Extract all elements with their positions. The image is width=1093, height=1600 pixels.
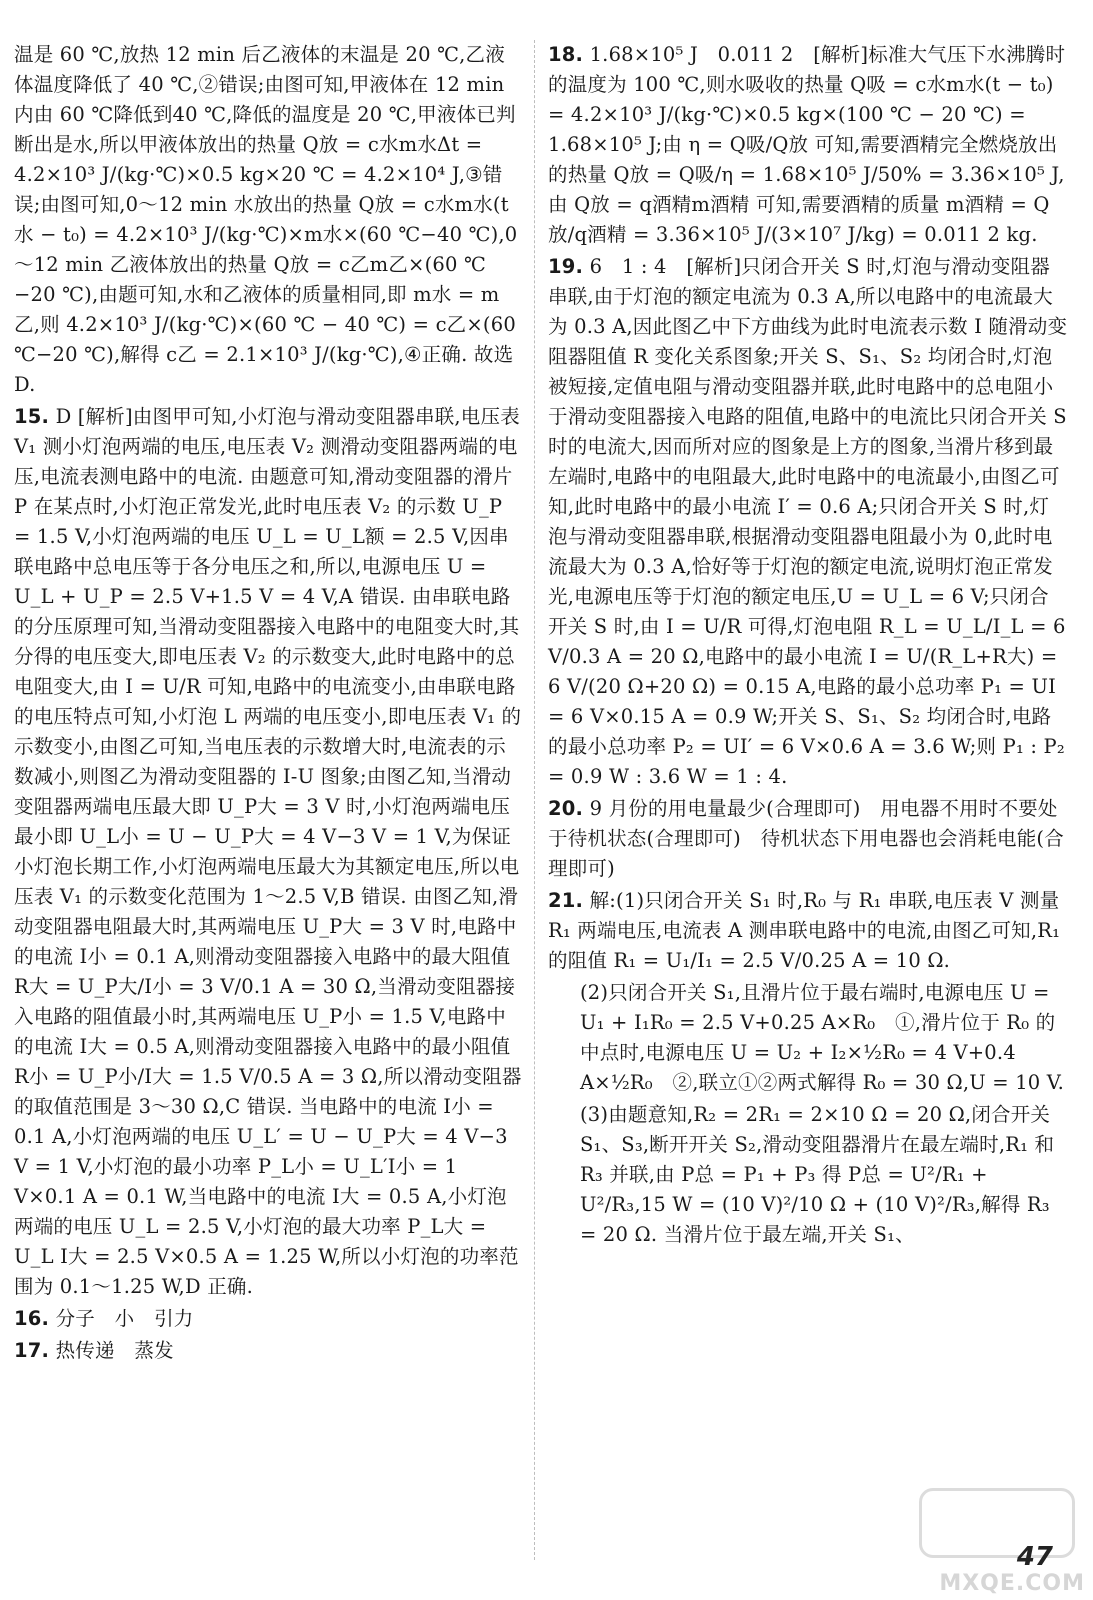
right-column	[548, 40, 1068, 1252]
column-divider	[534, 40, 536, 1560]
answer-q16	[14, 1304, 522, 1334]
answer-text: (3)由题意知,R₂ = 2R₁ = 2×10 Ω = 20 Ω,闭合开关 S₁、S₃,断开开关 S₂,滑动变阻器滑片在最左端时,R₁ 和 R₃ 并联,由 P总 = P₁ + P₃ 得 P总 = U²/R₁ + U²/R₃,15 W = (10 V)²/10 Ω + (10 V)²/R₃,解得 R₃ = 20 Ω. 当滑片位于最左端,开关 S₁、	[580, 1103, 1055, 1246]
answer-q20	[548, 794, 1068, 884]
watermark: MXQE.COM	[939, 1571, 1085, 1596]
answer-text: 分子 小 引力	[55, 1307, 194, 1330]
answer-q17	[14, 1336, 522, 1366]
answer-text: 1.68×10⁵ J 0.011 2 [解析]标准大气压下水沸腾时的温度为 100 ℃,则水吸收的热量 Q吸 = c水m水(t − t₀) = 4.2×10³ J/(kg·℃)×0.5 kg×(100 ℃ − 20 ℃) = 1.68×10⁵ J;由 η = Q吸/Q放 可知,需要酒精完全燃烧放出的热量 Q放 = Q吸/η = 1.68×10⁵ J/50% = 3.36×10⁵ J,由 Q放 = q酒精m酒精 可知,需要酒精的质量 m酒精 = Q放/q酒精 = 3.36×10⁵ J/(3×10⁷ J/kg) = 0.011 2 kg.	[548, 43, 1066, 246]
answer-text: 热传递 蒸发	[55, 1339, 174, 1362]
question-number: 17.	[14, 1339, 50, 1362]
answer-q21-part3	[548, 1100, 1068, 1250]
answer-text: 温是 60 ℃,放热 12 min 后乙液体的末温是 20 ℃,乙液体温度降低了 40 ℃,②错误;由图可知,甲液体在 12 min 内由 60 ℃降低到40 ℃,降低的温度是 20 ℃,甲液体已判断出是水,所以甲液体放出的热量 Q放 = c水m水Δt = 4.2×10³ J/(kg·℃)×0.5 kg×20 ℃ = 4.2×10⁴ J,③错误;由图可知,0～12 min 水放出的热量 Q放 = c水m水(t水 − t₀) = 4.2×10³ J/(kg·℃)×m水×(60 ℃−40 ℃),0～12 min 乙液体放出的热量 Q放 = c乙m乙×(60 ℃−20 ℃),由题可知,水和乙液体的质量相同,即 m水 = m乙,则 4.2×10³ J/(kg·℃)×(60 ℃ − 40 ℃) = c乙×(60 ℃−20 ℃),解得 c乙 = 2.1×10³ J/(kg·℃),④正确. 故选D.	[14, 43, 518, 396]
answer-q18	[548, 40, 1068, 250]
answer-text: 解:(1)只闭合开关 S₁ 时,R₀ 与 R₁ 串联,电压表 V 测量 R₁ 两端电压,电流表 A 测串联电路中的电流,由图乙可知,R₁ 的阻值 R₁ = U₁/I₁ = 2.5 V/0.25 A = 10 Ω.	[548, 889, 1061, 972]
question-number: 20.	[548, 797, 584, 820]
answer-text: 9 月份的用电量最少(合理即可) 用电器不用时不要处于待机状态(合理即可) 待机状态下用电器也会消耗电能(合理即可)	[548, 797, 1064, 880]
answer-q15	[14, 402, 522, 1302]
question-number: 21.	[548, 889, 584, 912]
answer-text: (2)只闭合开关 S₁,且滑片位于最右端时,电源电压 U = U₁ + I₁R₀ = 2.5 V+0.25 A×R₀ ①,滑片位于 R₀ 的中点时,电源电压 U = U₂ + I₂×½R₀ = 4 V+0.4 A×½R₀ ②,联立①②两式解得 R₀ = 30 Ω,U = 10 V.	[580, 981, 1065, 1094]
page-number: 47	[1016, 1542, 1053, 1572]
question-number: 19.	[548, 255, 584, 278]
question-number: 16.	[14, 1307, 50, 1330]
answer-q14-continued	[14, 40, 522, 400]
question-number: 15.	[14, 405, 50, 428]
answer-text: 6 1 : 4 [解析]只闭合开关 S 时,灯泡与滑动变阻器串联,由于灯泡的额定电流为 0.3 A,所以电路中的电流最大为 0.3 A,因此图乙中下方曲线为此时电流表示数 I 随滑动变阻器阻值 R 变化关系图象;开关 S、S₁、S₂ 均闭合时,灯泡被短接,定值电阻与滑动变阻器并联,此时电路中的总电阻小于滑动变阻器接入电路的阻值,电路中的电流比只闭合开关 S 时的电流大,因而所对应的图象是上方的图象,当滑片移到最左端时,电路中的电阻最大,此时电路中的电流最小,由图乙可知,此时电路中的最小电流 I′ = 0.6 A;只闭合开关 S 时,灯泡与滑动变阻器串联,根据滑动变阻器电阻最小为 0,此时电流最大为 0.3 A,恰好等于灯泡的额定电流,说明灯泡正常发光,电源电压等于灯泡的额定电压,U = U_L = 6 V;只闭合开关 S 时,由 I = U/R 可得,灯泡电阻 R_L = U_L/I_L = 6 V/0.3 A = 20 Ω,电路中的最小电流 I = U/(R_L+R大) = 6 V/(20 Ω+20 Ω) = 0.15 A,电路的最小总功率 P₁ = UI = 6 V×0.15 A = 0.9 W;开关 S、S₁、S₂ 均闭合时,电路的最小总功率 P₂ = UI′ = 6 V×0.6 A = 3.6 W;则 P₁ : P₂ = 0.9 W : 3.6 W = 1 : 4.	[548, 255, 1068, 788]
answer-text: D [解析]由图甲可知,小灯泡与滑动变阻器串联,电压表 V₁ 测小灯泡两端的电压,电压表 V₂ 测滑动变阻器两端的电压,电流表测电路中的电流. 由题意可知,滑动变阻器的滑片 P 在某点时,小灯泡正常发光,此时电压表 V₂ 的示数 U_P = 1.5 V,小灯泡两端的电压 U_L = U_L额 = 2.5 V,因串联电路中总电压等于各分电压之和,所以,电源电压 U = U_L + U_P = 2.5 V+1.5 V = 4 V,A 错误. 由串联电路的分压原理可知,当滑动变阻器接入电路中的电阻变大时,其分得的电压变大,即电压表 V₂ 的示数变大,此时电路中的总电阻变大,由 I = U/R 可知,电路中的电流变小,由串联电路的电压特点可知,小灯泡 L 两端的电压变小,即电压表 V₁ 的示数变小,由图乙可知,当电压表的示数增大时,电流表的示数减小,则图乙为滑动变阻器的 I-U 图象;由图乙知,当滑动变阻器两端电压最大即 U_P大 = 3 V 时,小灯泡两端电压最小即 U_L小 = U − U_P大 = 4 V−3 V = 1 V,为保证小灯泡长期工作,小灯泡两端电压最大为其额定电压,所以电压表 V₁ 的示数变化范围为 1～2.5 V,B 错误. 由图乙知,滑动变阻器电阻最大时,其两端电压 U_P大 = 3 V 时,电路中的电流 I小 = 0.1 A,则滑动变阻器接入电路中的最大阻值 R大 = U_P大/I小 = 3 V/0.1 A = 30 Ω,当滑动变阻器接入电路的阻值最小时,其两端电压 U_P小 = 1.5 V,电路中的电流 I大 = 0.5 A,则滑动变阻器接入电路中的最小阻值 R小 = U_P小/I大 = 1.5 V/0.5 A = 3 Ω,所以滑动变阻器的取值范围是 3～30 Ω,C 错误. 当电路中的电流 I小 = 0.1 A,小灯泡两端的电压 U_L′ = U − U_P大 = 4 V−3 V = 1 V,小灯泡的最小功率 P_L小 = U_L′I小 = 1 V×0.1 A = 0.1 W,当电路中的电流 I大 = 0.5 A,小灯泡两端的电压 U_L = 2.5 V,小灯泡的最大功率 P_L大 = U_L I大 = 2.5 V×0.5 A = 1.25 W,所以小灯泡的功率范围为 0.1～1.25 W,D 正确.	[14, 405, 522, 1298]
answer-q19	[548, 252, 1068, 792]
left-column	[14, 40, 522, 1368]
answer-q21-part1	[548, 886, 1068, 976]
answer-q21-part2	[548, 978, 1068, 1098]
question-number: 18.	[548, 43, 584, 66]
